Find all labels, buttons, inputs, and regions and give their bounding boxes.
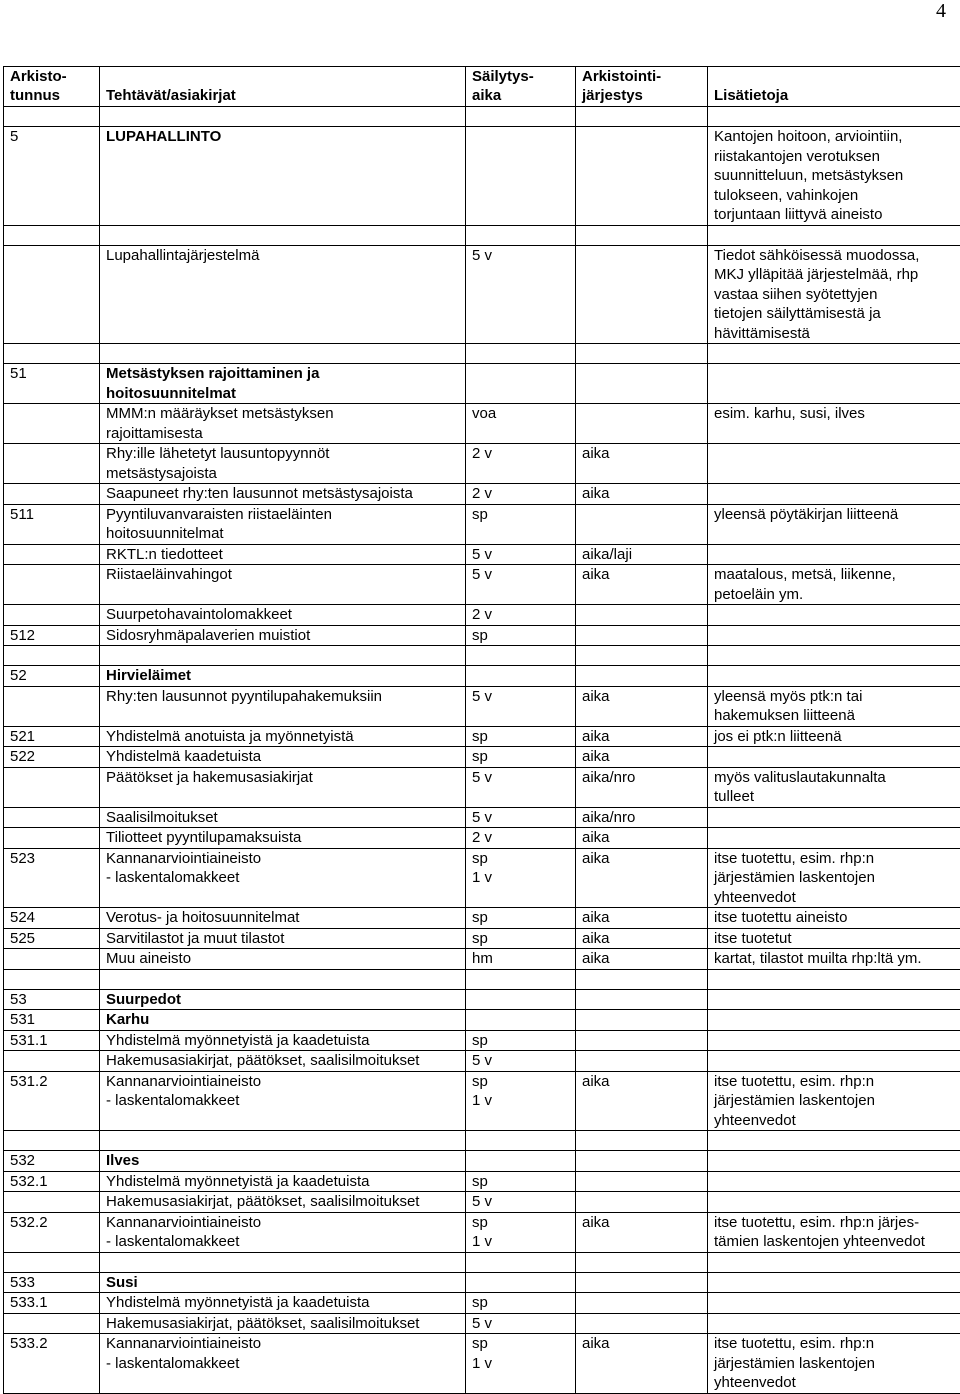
row-retention: sp <box>466 908 576 929</box>
row-info <box>708 1272 960 1293</box>
row-task <box>100 969 466 989</box>
table-row <box>4 1192 960 1213</box>
row-order <box>576 1192 708 1213</box>
row-task: LUPAHALLINTO <box>100 127 466 226</box>
row-task: Hakemusasiakirjat, päätökset, saalisilmoitukset <box>100 1313 466 1334</box>
row-info <box>708 484 960 505</box>
table-row <box>4 1010 960 1031</box>
row-order <box>576 1171 708 1192</box>
row-task: Riistaeläinvahingot <box>100 565 466 605</box>
row-retention: 5 v <box>466 565 576 605</box>
row-code: 52 <box>4 666 100 687</box>
row-retention <box>466 344 576 364</box>
row-retention: voa <box>466 404 576 444</box>
row-info <box>708 107 960 127</box>
table-row <box>4 1212 960 1252</box>
row-code <box>4 344 100 364</box>
row-retention: 5 v <box>466 1313 576 1334</box>
row-order: aika <box>576 1334 708 1394</box>
row-info: itse tuotettu, esim. rhp:n järjestämien laskentojen yhteenvedot <box>708 1071 960 1131</box>
row-retention: 5 v <box>466 807 576 828</box>
row-info: myös valituslautakunnalta tulleet <box>708 767 960 807</box>
row-info <box>708 1030 960 1051</box>
table-row <box>4 767 960 807</box>
row-code <box>4 1192 100 1213</box>
row-order <box>576 646 708 666</box>
row-info: kartat, tilastot muilta rhp:ltä ym. <box>708 949 960 970</box>
row-order <box>576 1010 708 1031</box>
row-task: Hirvieläimet <box>100 666 466 687</box>
row-retention <box>466 646 576 666</box>
row-info <box>708 1010 960 1031</box>
row-order: aika <box>576 848 708 908</box>
row-code: 531.2 <box>4 1071 100 1131</box>
header-tasks-documents: Tehtävät/asiakirjat <box>100 67 466 107</box>
table-row <box>4 807 960 828</box>
row-task <box>100 225 466 245</box>
row-order: aika <box>576 928 708 949</box>
row-task: Verotus- ja hoitosuunnitelmat <box>100 908 466 929</box>
row-info <box>708 444 960 484</box>
row-info: itse tuotettu, esim. rhp:n järjes- tämien laskentojen yhteenvedot <box>708 1212 960 1252</box>
row-code: 532.2 <box>4 1212 100 1252</box>
table-row <box>4 747 960 768</box>
row-info <box>708 544 960 565</box>
row-code <box>4 565 100 605</box>
row-info: itse tuotettu aineisto <box>708 908 960 929</box>
archive-plan-table <box>3 66 960 1394</box>
row-code <box>4 686 100 726</box>
row-retention: 5 v <box>466 245 576 344</box>
row-info <box>708 646 960 666</box>
row-code <box>4 444 100 484</box>
row-code <box>4 605 100 626</box>
row-order <box>576 127 708 226</box>
row-retention: 2 v <box>466 484 576 505</box>
row-task: RKTL:n tiedotteet <box>100 544 466 565</box>
row-info <box>708 969 960 989</box>
row-code <box>4 949 100 970</box>
row-task: Päätökset ja hakemusasiakirjat <box>100 767 466 807</box>
row-retention <box>466 107 576 127</box>
row-task: Metsästyksen rajoittaminen ja hoitosuunnitelmat <box>100 364 466 404</box>
row-retention: sp <box>466 1293 576 1314</box>
table-row <box>4 1252 960 1272</box>
row-code: 53 <box>4 989 100 1010</box>
header-archive-code: Arkisto- tunnus <box>4 67 100 107</box>
row-task: Kannanarviointiaineisto - laskentalomakkeet <box>100 1334 466 1394</box>
row-retention <box>466 1131 576 1151</box>
row-code: 524 <box>4 908 100 929</box>
table-row <box>4 605 960 626</box>
table-row <box>4 1313 960 1334</box>
row-info <box>708 1192 960 1213</box>
row-task: Sarvitilastot ja muut tilastot <box>100 928 466 949</box>
row-info <box>708 1313 960 1334</box>
table-row <box>4 848 960 908</box>
row-code: 512 <box>4 625 100 646</box>
row-task: Lupahallintajärjestelmä <box>100 245 466 344</box>
row-code <box>4 484 100 505</box>
row-order: aika <box>576 1212 708 1252</box>
row-code <box>4 245 100 344</box>
table-row <box>4 404 960 444</box>
table-row <box>4 484 960 505</box>
row-order <box>576 1030 708 1051</box>
row-retention <box>466 1151 576 1172</box>
row-info <box>708 344 960 364</box>
row-retention: sp 1 v <box>466 1334 576 1394</box>
row-order <box>576 504 708 544</box>
row-retention <box>466 969 576 989</box>
row-task: Yhdistelmä anotuista ja myönnetyistä <box>100 726 466 747</box>
row-info <box>708 1171 960 1192</box>
header-retention-period: Säilytys- aika <box>466 67 576 107</box>
row-order: aika/nro <box>576 807 708 828</box>
row-task <box>100 1131 466 1151</box>
table-header-row <box>4 67 960 107</box>
row-task: Saalisilmoitukset <box>100 807 466 828</box>
row-order <box>576 1151 708 1172</box>
row-code <box>4 646 100 666</box>
row-order <box>576 969 708 989</box>
row-info: jos ei ptk:n liitteenä <box>708 726 960 747</box>
row-info <box>708 828 960 849</box>
row-code <box>4 404 100 444</box>
row-retention <box>466 1010 576 1031</box>
row-task: Suurpetohavaintolomakkeet <box>100 605 466 626</box>
table-row <box>4 1030 960 1051</box>
row-task: Yhdistelmä myönnetyistä ja kaadetuista <box>100 1171 466 1192</box>
table-body <box>4 107 960 1394</box>
table-row <box>4 544 960 565</box>
table-row <box>4 686 960 726</box>
row-code: 531.1 <box>4 1030 100 1051</box>
row-code <box>4 107 100 127</box>
row-order: aika/nro <box>576 767 708 807</box>
row-retention: 5 v <box>466 544 576 565</box>
row-info <box>708 1293 960 1314</box>
row-order: aika <box>576 444 708 484</box>
row-retention: sp <box>466 625 576 646</box>
table-row <box>4 225 960 245</box>
row-task <box>100 344 466 364</box>
row-retention: 5 v <box>466 686 576 726</box>
header-filing-order: Arkistointi- järjestys <box>576 67 708 107</box>
row-code: 525 <box>4 928 100 949</box>
row-task: Susi <box>100 1272 466 1293</box>
table-row <box>4 666 960 687</box>
table-row <box>4 726 960 747</box>
row-retention: 5 v <box>466 1192 576 1213</box>
row-task: Rhy:ten lausunnot pyyntilupahakemuksiin <box>100 686 466 726</box>
row-retention <box>466 1272 576 1293</box>
table-row <box>4 908 960 929</box>
row-task: Karhu <box>100 1010 466 1031</box>
row-retention: sp <box>466 928 576 949</box>
row-order: aika <box>576 484 708 505</box>
row-task <box>100 646 466 666</box>
row-code: 522 <box>4 747 100 768</box>
row-info: esim. karhu, susi, ilves <box>708 404 960 444</box>
row-retention <box>466 666 576 687</box>
row-code: 533.1 <box>4 1293 100 1314</box>
row-task <box>100 107 466 127</box>
row-order <box>576 1313 708 1334</box>
row-task: Kannanarviointiaineisto - laskentalomakkeet <box>100 848 466 908</box>
row-order <box>576 666 708 687</box>
row-task: Kannanarviointiaineisto - laskentalomakkeet <box>100 1212 466 1252</box>
row-retention <box>466 225 576 245</box>
row-order <box>576 245 708 344</box>
row-task: Suurpedot <box>100 989 466 1010</box>
row-retention: 2 v <box>466 444 576 484</box>
table-row <box>4 245 960 344</box>
table-row <box>4 504 960 544</box>
row-order <box>576 225 708 245</box>
row-order <box>576 1051 708 1072</box>
row-retention: 5 v <box>466 767 576 807</box>
row-task: Kannanarviointiaineisto - laskentalomakkeet <box>100 1071 466 1131</box>
table-row <box>4 364 960 404</box>
row-order: aika/laji <box>576 544 708 565</box>
row-info <box>708 1131 960 1151</box>
row-code <box>4 767 100 807</box>
row-info <box>708 605 960 626</box>
table-row <box>4 828 960 849</box>
row-order <box>576 1252 708 1272</box>
table-row <box>4 625 960 646</box>
table-row <box>4 646 960 666</box>
row-retention: 2 v <box>466 605 576 626</box>
row-order: aika <box>576 908 708 929</box>
row-info: itse tuotettu, esim. rhp:n järjestämien laskentojen yhteenvedot <box>708 848 960 908</box>
row-order <box>576 344 708 364</box>
row-code <box>4 1131 100 1151</box>
row-code: 523 <box>4 848 100 908</box>
row-info <box>708 1151 960 1172</box>
table-row <box>4 1151 960 1172</box>
row-info: Kantojen hoitoon, arviointiin, riistakantojen verotuksen suunnitteluun, metsästyksen tulokseen, vahinkojen torjuntaan liittyvä aineisto <box>708 127 960 226</box>
row-order: aika <box>576 686 708 726</box>
row-info: itse tuotettu, esim. rhp:n järjestämien laskentojen yhteenvedot <box>708 1334 960 1394</box>
row-info: yleensä myös ptk:n tai hakemuksen liitteenä <box>708 686 960 726</box>
row-code: 533 <box>4 1272 100 1293</box>
table-row <box>4 1051 960 1072</box>
row-order: aika <box>576 1071 708 1131</box>
row-retention: sp 1 v <box>466 848 576 908</box>
row-code: 533.2 <box>4 1334 100 1394</box>
row-task: Yhdistelmä myönnetyistä ja kaadetuista <box>100 1293 466 1314</box>
row-code <box>4 1252 100 1272</box>
row-order <box>576 1272 708 1293</box>
table-row <box>4 1272 960 1293</box>
row-task: Saapuneet rhy:ten lausunnot metsästysajoista <box>100 484 466 505</box>
table-row <box>4 969 960 989</box>
row-info <box>708 747 960 768</box>
row-order <box>576 364 708 404</box>
row-order <box>576 989 708 1010</box>
row-retention <box>466 364 576 404</box>
row-code <box>4 969 100 989</box>
row-info <box>708 364 960 404</box>
row-code: 5 <box>4 127 100 226</box>
row-code: 532.1 <box>4 1171 100 1192</box>
row-task: Rhy:ille lähetetyt lausuntopyynnöt metsästysajoista <box>100 444 466 484</box>
row-info: yleensä pöytäkirjan liitteenä <box>708 504 960 544</box>
row-task: Ilves <box>100 1151 466 1172</box>
row-retention: 2 v <box>466 828 576 849</box>
row-retention: sp <box>466 1171 576 1192</box>
row-order <box>576 605 708 626</box>
page-number: 4 <box>936 0 946 23</box>
row-task: Yhdistelmä kaadetuista <box>100 747 466 768</box>
row-order: aika <box>576 565 708 605</box>
row-info <box>708 666 960 687</box>
row-task <box>100 1252 466 1272</box>
row-info <box>708 625 960 646</box>
row-task: Hakemusasiakirjat, päätökset, saalisilmoitukset <box>100 1192 466 1213</box>
row-code <box>4 1313 100 1334</box>
row-info <box>708 1051 960 1072</box>
row-info <box>708 1252 960 1272</box>
row-order <box>576 1131 708 1151</box>
row-code <box>4 807 100 828</box>
row-code: 511 <box>4 504 100 544</box>
row-retention: hm <box>466 949 576 970</box>
table-row <box>4 1293 960 1314</box>
row-code <box>4 1051 100 1072</box>
row-order: aika <box>576 828 708 849</box>
row-order <box>576 107 708 127</box>
row-retention <box>466 989 576 1010</box>
row-retention: sp 1 v <box>466 1212 576 1252</box>
row-order: aika <box>576 949 708 970</box>
table-row <box>4 107 960 127</box>
row-retention: sp 1 v <box>466 1071 576 1131</box>
row-code <box>4 544 100 565</box>
row-task: Tiliotteet pyyntilupamaksuista <box>100 828 466 849</box>
row-code: 51 <box>4 364 100 404</box>
row-code: 531 <box>4 1010 100 1031</box>
table-row <box>4 1131 960 1151</box>
row-code <box>4 225 100 245</box>
row-info: itse tuotetut <box>708 928 960 949</box>
table-row <box>4 444 960 484</box>
table-row <box>4 1334 960 1394</box>
row-code: 532 <box>4 1151 100 1172</box>
row-info <box>708 989 960 1010</box>
table-row <box>4 949 960 970</box>
table-row <box>4 989 960 1010</box>
row-order: aika <box>576 747 708 768</box>
table-row <box>4 565 960 605</box>
row-info <box>708 225 960 245</box>
row-retention: sp <box>466 747 576 768</box>
table-row <box>4 1171 960 1192</box>
row-task: Pyyntiluvanvaraisten riistaeläinten hoitosuunnitelmat <box>100 504 466 544</box>
table-row <box>4 928 960 949</box>
header-additional-info: Lisätietoja <box>708 67 960 107</box>
row-info: Tiedot sähköisessä muodossa, MKJ ylläpitää järjestelmää, rhp vastaa siihen syötettyjen tietojen säilyttämisestä ja hävittämisestä <box>708 245 960 344</box>
row-task: Hakemusasiakirjat, päätökset, saalisilmoitukset <box>100 1051 466 1072</box>
row-code <box>4 828 100 849</box>
row-retention: sp <box>466 1030 576 1051</box>
row-task: MMM:n määräykset metsästyksen rajoittamisesta <box>100 404 466 444</box>
row-order: aika <box>576 726 708 747</box>
table-row <box>4 127 960 226</box>
table-row <box>4 1071 960 1131</box>
table-row <box>4 344 960 364</box>
row-task: Muu aineisto <box>100 949 466 970</box>
row-code: 521 <box>4 726 100 747</box>
row-task: Sidosryhmäpalaverien muistiot <box>100 625 466 646</box>
row-info <box>708 807 960 828</box>
row-retention: sp <box>466 726 576 747</box>
row-info: maatalous, metsä, liikenne, petoeläin ym. <box>708 565 960 605</box>
row-order <box>576 625 708 646</box>
row-task: Yhdistelmä myönnetyistä ja kaadetuista <box>100 1030 466 1051</box>
row-retention: sp <box>466 504 576 544</box>
row-order <box>576 404 708 444</box>
row-order <box>576 1293 708 1314</box>
row-retention <box>466 127 576 226</box>
row-retention <box>466 1252 576 1272</box>
row-retention: 5 v <box>466 1051 576 1072</box>
